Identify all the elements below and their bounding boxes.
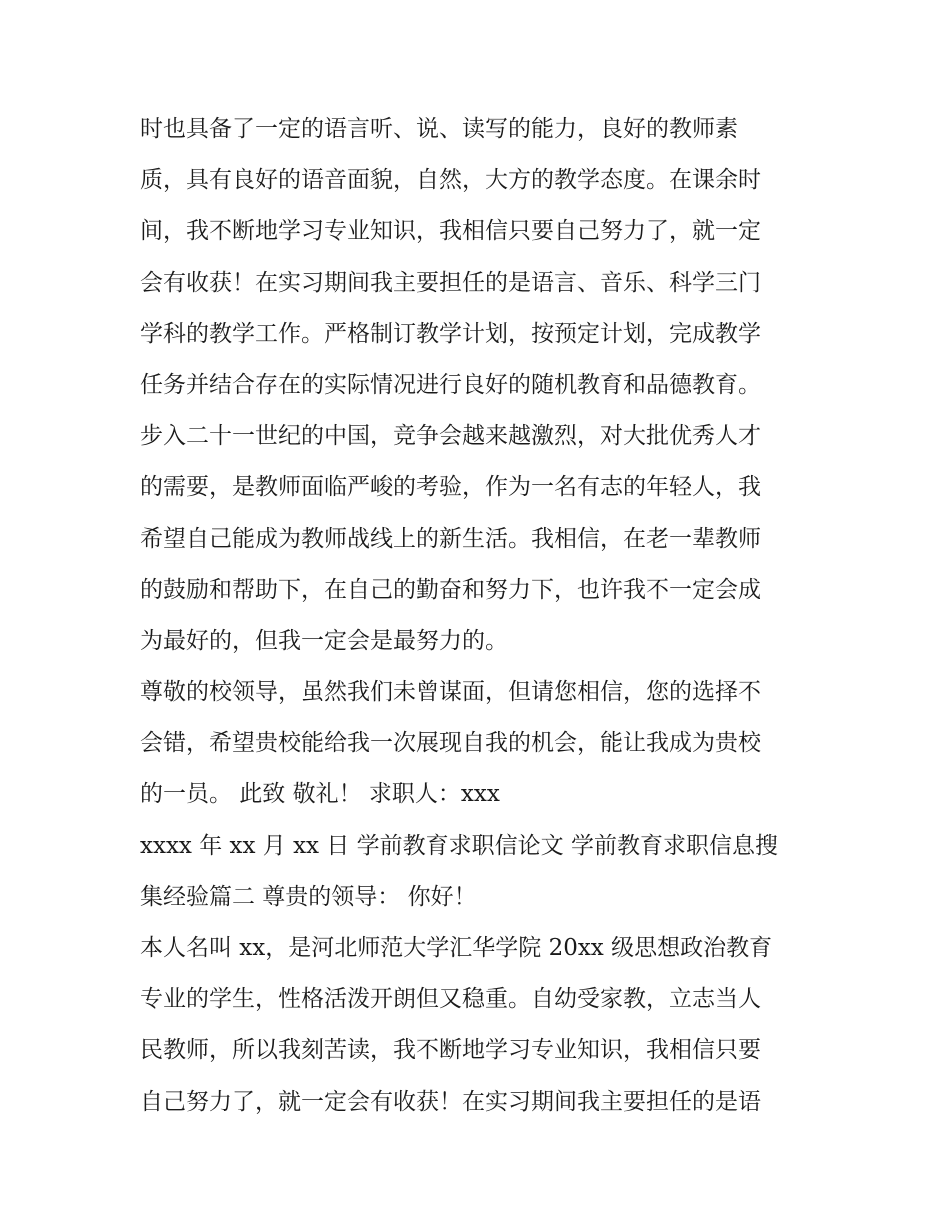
document-body [140,104,820,1128]
text-line: 希望自己能成为教师战线上的新生活。我相信，在老一辈教师 [140,525,761,552]
text-line: 专业的学生，性格活泼开朗但又稳重。自幼受家教，立志当人 [140,986,761,1013]
text-line: 民教师，所以我刻苦读，我不断地学习专业知识，我相信只要 [140,1037,761,1064]
text-line: 任务并结合存在的实际情况进行良好的随机教育和品德教育。 [140,371,761,398]
text-line: 时也具备了一定的语言听、说、读写的能力，良好的教师素 [140,116,738,142]
text-line: 集经验篇二 尊贵的领导： 你好！ [140,883,477,910]
text-line: xxxx 年 xx 月 xx 日 学前教育求职信论文 学前教育求职信息搜 [140,832,778,859]
text-line: 的一员。 此致 敬礼！ 求职人：xxx [140,781,500,808]
text-line: 自己努力了，就一定会有收获！在实习期间我主要担任的是语 [140,1088,761,1115]
text-line: 会有收获！在实习期间我主要担任的是语言、音乐、科学三门 [140,269,761,296]
text-line: 步入二十一世纪的中国，竞争会越来越激烈，对大批优秀人才 [140,423,761,450]
text-line: 会错，希望贵校能给我一次展现自我的机会，能让我成为贵校 [140,730,761,757]
text-line: 的需要，是教师面临严峻的考验，作为一名有志的年轻人，我 [140,474,761,501]
text-line: 间，我不断地学习专业知识，我相信只要自己努力了，就一定 [140,218,761,245]
text-line: 本人名叫 xx，是河北师范大学汇华学院 20xx 级思想政治教育 [140,935,773,961]
text-line: 为最好的，但我一定会是最努力的。 [140,627,508,654]
text-line: 尊敬的校领导，虽然我们未曾谋面，但请您相信，您的选择不 [140,679,761,706]
text-line: 质，具有良好的语音面貌，自然，大方的教学态度。在课余时 [140,167,761,194]
text-line: 的鼓励和帮助下，在自己的勤奋和努力下，也许我不一定会成 [140,576,761,603]
text-line: 学科的教学工作。严格制订教学计划，按预定计划，完成教学 [140,320,761,347]
